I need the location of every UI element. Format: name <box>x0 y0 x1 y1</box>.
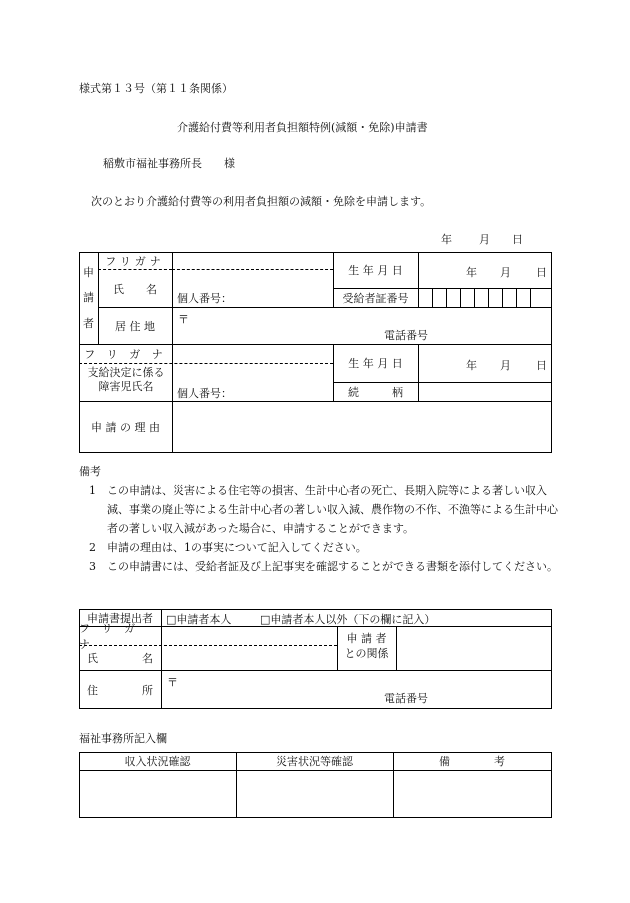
note-item: 3 この申請書には、受給者証及び上記事実を確認することができる書類を添付してください。 <box>89 560 558 573</box>
child-birth-month: 月 <box>500 359 511 372</box>
date-month-label: 月 <box>479 233 490 246</box>
child-name-label: 支給決定に係る 障害児氏名 <box>87 366 165 393</box>
note-item: 2 申請の理由は、1の事実について記入してください。 <box>89 541 367 554</box>
applicant-label-1: 申 <box>83 266 94 279</box>
recipient-number-label: 受給者証番号 <box>342 291 409 305</box>
date-year-label: 年 <box>441 233 452 246</box>
form-title: 介護給付費等利用者負担額特例(減額・免除)申請書 <box>177 121 428 134</box>
income-check-header: 収入状況確認 <box>124 755 191 768</box>
intro-text: 次のとおり介護給付費等の利用者負担額の減額・免除を申請します。 <box>91 195 432 208</box>
applicant-label-3: 者 <box>83 317 94 330</box>
remarks-header: 備 考 <box>439 755 505 768</box>
submitter-postal-mark: 〒 <box>167 676 178 689</box>
date-day-label: 日 <box>512 233 523 246</box>
applicant-furigana-label: フリガナ <box>105 254 165 268</box>
submitter-label: 申請書提出者 <box>87 611 153 625</box>
relation-to-applicant-label: 申 請 者 との関係 <box>344 632 389 660</box>
notes-title: 備考 <box>79 465 101 478</box>
disaster-check-header: 災害状況等確認 <box>276 755 353 768</box>
applicant-birth-month: 月 <box>500 266 511 279</box>
applicant-my-number-label: 個人番号： <box>177 291 232 305</box>
note-item: 1 この申請は、災害による住宅等の損害、生計中心者の死亡、長期入院等による著しい収入減、事業の廃止等による生計中心者の著しい収入減、農作物の不作、不漁等による生計中心者の著しい収入減があった場合に、申請することができます。 <box>89 484 558 535</box>
office-section-title: 福祉事務所記入欄 <box>79 732 167 745</box>
relation-label: 続 柄 <box>348 385 403 399</box>
applicant-label-2: 請 <box>83 291 94 304</box>
applicant-phone-label: 電話番号 <box>384 329 428 342</box>
submitter-name-label: 氏 名 <box>87 652 153 665</box>
form-number: 様式第１３号（第１１条関係） <box>79 82 233 95</box>
reason-label: 申 請 の 理 由 <box>91 420 160 434</box>
applicant-birthdate-label: 生 年 月 日 <box>348 264 403 277</box>
child-furigana-label: フ リ ガ ナ <box>84 347 167 361</box>
child-birthdate-label: 生 年 月 日 <box>348 357 403 370</box>
applicant-address-label: 居 住 地 <box>115 320 155 333</box>
submitter-furigana-label: フ リ ガ ナ <box>79 622 139 651</box>
applicant-birth-day: 日 <box>536 266 547 279</box>
submitter-address-label: 住 所 <box>87 683 153 697</box>
child-birth-day: 日 <box>536 359 547 372</box>
submitter-phone-label: 電話番号 <box>384 692 428 705</box>
child-my-number-label: 個人番号： <box>177 386 232 400</box>
child-birth-year: 年 <box>466 359 477 372</box>
notes-section <box>79 462 559 576</box>
applicant-postal-mark: 〒 <box>178 313 189 326</box>
option-self-checkbox[interactable]: □申請者本人 <box>166 613 232 626</box>
addressee: 稲敷市福祉事務所長 様 <box>103 157 235 170</box>
option-other-checkbox[interactable]: □申請者本人以外（下の欄に記入） <box>260 613 436 626</box>
applicant-name-label: 氏 名 <box>113 282 157 296</box>
applicant-birth-year: 年 <box>466 266 477 279</box>
